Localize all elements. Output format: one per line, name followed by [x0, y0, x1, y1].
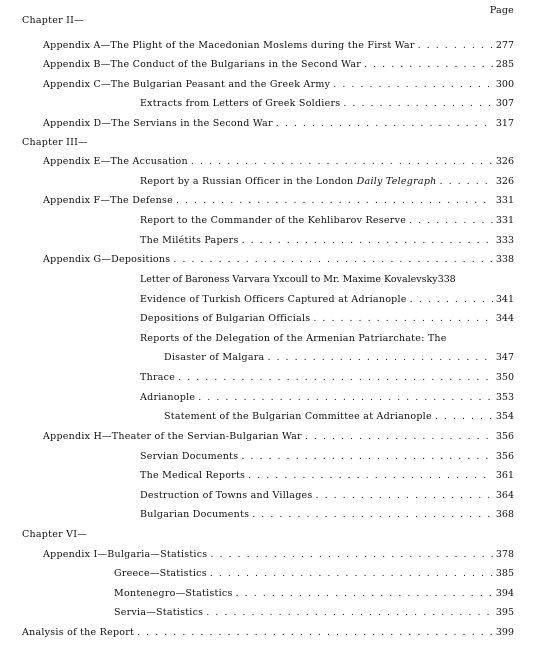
toc-page-number: 331 [495, 215, 514, 226]
toc-page-number: 341 [495, 294, 514, 305]
toc-page-number: 344 [495, 313, 514, 324]
toc-label: Appendix F—The Defense [43, 195, 173, 206]
toc-page-number: 356 [495, 431, 514, 442]
toc-entry-yxcoull [140, 274, 514, 286]
toc-label: Appendix G—Depositions [43, 254, 171, 265]
toc-entry-appendix-i [43, 549, 514, 561]
toc-entry-bulgarian-documents [140, 509, 514, 521]
dot-leader [343, 98, 493, 110]
dot-leader [206, 607, 493, 619]
dot-leader [210, 568, 493, 580]
toc-entry-extracts [140, 98, 514, 110]
toc-label: Servia—Statistics [114, 607, 204, 618]
toc-label: Disaster of Malgara [164, 352, 265, 363]
toc-entry-appendix-a [43, 40, 514, 52]
toc-entry-medical-reports [140, 470, 514, 482]
toc-entry-russian-officer [140, 176, 514, 188]
toc-page-number: 385 [495, 568, 514, 579]
toc-page-number: 378 [495, 549, 514, 560]
toc-page-number: 338 [495, 254, 514, 265]
dot-leader [248, 470, 493, 482]
dot-leader [137, 627, 493, 639]
dot-leader [305, 431, 493, 443]
chapter-2-heading: Chapter II— [22, 15, 84, 26]
toc-page-number: 364 [495, 490, 514, 501]
toc-label: Analysis of the Report [22, 627, 135, 638]
dot-leader [236, 588, 493, 600]
toc-entry-greece [114, 568, 514, 580]
toc-label: Report to the Commander of the Kehlibarov Reserve [140, 215, 407, 226]
toc-label: Appendix H—Theater of the Servian-Bulgarian War [43, 431, 302, 442]
toc-entry-servian-documents [140, 451, 514, 463]
toc-entry-kehlibarov [140, 215, 514, 227]
toc-label: Appendix I—Bulgaria—Statistics [43, 549, 208, 560]
toc-label: Adrianople [140, 392, 196, 403]
toc-entry-appendix-h [43, 431, 514, 443]
toc-entry-adrianople [140, 392, 514, 404]
dot-leader [252, 509, 493, 521]
toc-entry-bulgarian-committee [164, 411, 514, 423]
dot-leader [178, 372, 493, 384]
dot-leader [313, 313, 493, 325]
dot-leader [267, 352, 492, 364]
toc-page-number: 326 [495, 176, 514, 187]
toc-label: Bulgarian Documents [140, 509, 250, 520]
toc-entry-armenian [164, 352, 514, 364]
toc-entry-appendix-e [43, 156, 514, 168]
dot-leader [173, 254, 492, 266]
dot-leader [242, 235, 493, 247]
dot-leader [364, 59, 493, 71]
toc-page-number: 338 [437, 274, 456, 285]
toc-label: Letter of Baroness Varvara Yxcoull to Mr. Maxime Kovalevsky [140, 274, 438, 285]
toc-entry-servia [114, 607, 514, 619]
toc-page-number: 368 [495, 509, 514, 520]
toc-label: Evidence of Turkish Officers Captured at Adrianople [140, 294, 407, 305]
toc-label: Extracts from Letters of Greek Soldiers [140, 98, 341, 109]
toc-page-number: 394 [495, 588, 514, 599]
toc-entry-appendix-b [43, 59, 514, 71]
toc-page-number: 300 [495, 79, 514, 90]
toc-page-number: 333 [495, 235, 514, 246]
toc-label: Montenegro—Statistics [114, 588, 233, 599]
toc-label: Destruction of Towns and Villages [140, 490, 313, 501]
toc-label [140, 176, 437, 188]
toc-page-number: 354 [495, 411, 514, 422]
dot-leader [435, 411, 493, 423]
toc-page-number: 399 [495, 627, 514, 638]
toc-label: Thrace [140, 372, 176, 383]
toc-entry-turkish-officers [140, 294, 514, 306]
dot-leader [333, 79, 493, 91]
newspaper-title: Daily Telegraph [356, 176, 437, 187]
toc-page-number: 395 [495, 607, 514, 618]
toc-label: Greece—Statistics [114, 568, 207, 579]
toc-entry-appendix-f [43, 195, 514, 207]
toc-entry-appendix-g [43, 254, 514, 266]
page-column-header: Page [489, 5, 514, 16]
toc-entry-thrace [140, 372, 514, 384]
chapter-6-heading: Chapter VI— [22, 529, 87, 540]
toc-entry-destruction [140, 490, 514, 502]
toc-entry-bulgarian-officials [140, 313, 514, 325]
toc-page-number: 307 [495, 98, 514, 109]
toc-entry-appendix-c [43, 79, 514, 91]
toc-label: Appendix E—The Accusation [43, 156, 188, 167]
toc-entry-analysis [22, 627, 514, 639]
dot-leader [176, 195, 493, 207]
dot-leader [409, 215, 493, 227]
dot-leader [410, 294, 493, 306]
toc-entry-montenegro [114, 588, 514, 600]
dot-leader [316, 490, 493, 502]
toc-page-number: 277 [495, 40, 514, 51]
toc-label: Depositions of Bulgarian Officials [140, 313, 311, 324]
toc-page-number: 347 [495, 352, 514, 363]
toc-entry-armenian-line1: Reports of the Delegation of the Armenian Patriarchate: The [140, 333, 447, 344]
toc-label: Appendix C—The Bulgarian Peasant and the Greek Army [43, 79, 331, 90]
toc-page-number: 285 [495, 59, 514, 70]
toc-page-number: 356 [495, 451, 514, 462]
toc-label: Appendix B—The Conduct of the Bulgarians in the Second War [43, 59, 362, 70]
toc-label: Servian Documents [140, 451, 239, 462]
dot-leader [198, 392, 493, 404]
chapter-3-heading: Chapter III— [22, 137, 88, 148]
toc-entry-miletits [140, 235, 514, 247]
dot-leader [241, 451, 493, 463]
dot-leader [191, 156, 493, 168]
toc-page-number: 350 [495, 372, 514, 383]
dot-leader [418, 40, 493, 52]
dot-leader [440, 176, 493, 188]
toc-page-number: 331 [495, 195, 514, 206]
dot-leader [276, 118, 493, 130]
toc-page-number: 353 [495, 392, 514, 403]
toc-label: The Medical Reports [140, 470, 246, 481]
toc-label-prefix: Report by a Russian Officer in the London [140, 176, 357, 187]
toc-label: Statement of the Bulgarian Committee at Adrianople [164, 411, 432, 422]
toc-label: Appendix D—The Servians in the Second War [43, 118, 273, 129]
toc-page-number: 361 [495, 470, 514, 481]
toc-page-number: 326 [495, 156, 514, 167]
dot-leader [210, 549, 492, 561]
toc-label: Appendix A—The Plight of the Macedonian Moslems during the First War [43, 40, 415, 51]
toc-page-number: 317 [495, 118, 514, 129]
toc-label: The Milétits Papers [140, 235, 239, 246]
toc-entry-appendix-d [43, 118, 514, 130]
